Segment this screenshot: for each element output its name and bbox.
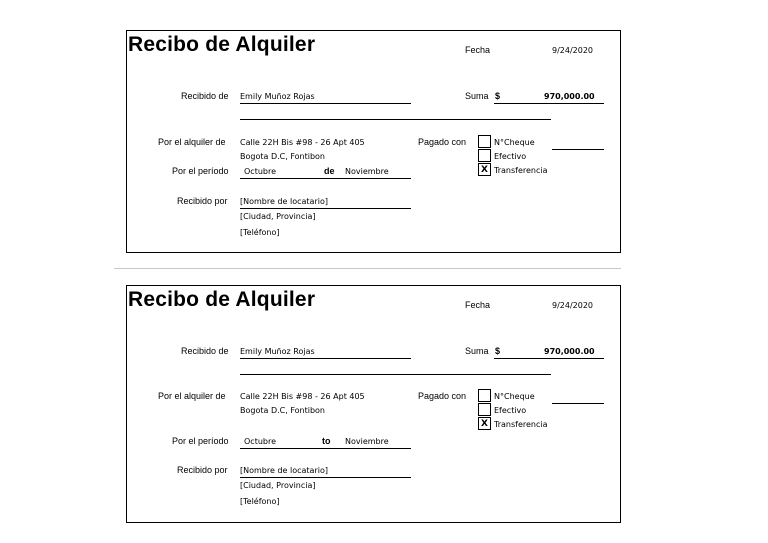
date-label: Fecha <box>465 45 491 55</box>
period-separator: de <box>324 166 335 176</box>
period-to: Noviembre <box>345 167 389 176</box>
received-from-value: Emily Muñoz Rojas <box>240 347 315 356</box>
rent-for-label: Por el alquiler de <box>158 137 226 147</box>
transfer-option-label: Transferencia <box>494 420 548 429</box>
received-from-label: Recibido de <box>181 346 229 356</box>
currency-symbol: $ <box>495 91 501 101</box>
paid-with-label: Pagado con <box>418 137 467 147</box>
cash-checkbox[interactable] <box>478 149 491 162</box>
cheque-checkbox[interactable] <box>478 135 491 148</box>
period-label: Por el período <box>172 436 229 446</box>
tenant-city: [Ciudad, Provincia] <box>240 481 316 490</box>
transfer-checkbox[interactable]: X <box>478 417 491 430</box>
received-by-underline <box>240 477 411 478</box>
received-from-underline <box>240 103 411 104</box>
date-value: 9/24/2020 <box>552 301 594 310</box>
date-value: 9/24/2020 <box>552 46 594 55</box>
period-underline <box>240 178 411 179</box>
tenant-phone: [Teléfono] <box>240 497 280 506</box>
cheque-option-label: N°Cheque <box>494 138 535 147</box>
period-from: Octubre <box>244 167 277 176</box>
tenant-phone: [Teléfono] <box>240 228 280 237</box>
amount-underline <box>494 358 604 359</box>
tenant-city: [Ciudad, Provincia] <box>240 212 316 221</box>
cash-checkbox[interactable] <box>478 403 491 416</box>
received-by-label: Recibido por <box>177 465 228 475</box>
tenant-name: [Nombre de locatario] <box>240 466 328 475</box>
amount-label: Suma <box>465 91 489 101</box>
transfer-option-label: Transferencia <box>494 166 548 175</box>
rent-receipt <box>126 285 621 523</box>
cash-option-label: Efectivo <box>494 406 527 415</box>
currency-symbol: $ <box>495 346 501 356</box>
amount-value: 970,000.00 <box>544 347 595 356</box>
cash-option-label: Efectivo <box>494 152 527 161</box>
address-line-2: Bogota D.C, Fontibon <box>240 406 325 415</box>
receipt-title: Recibo de Alquiler <box>128 288 316 311</box>
address-line-1: Calle 22H Bis #98 - 26 Apt 405 <box>240 138 365 147</box>
cheque-number-underline <box>552 403 604 404</box>
tenant-name: [Nombre de locatario] <box>240 197 328 206</box>
received-from-underline <box>240 358 411 359</box>
period-to: Noviembre <box>345 437 389 446</box>
cheque-checkbox[interactable] <box>478 389 491 402</box>
period-underline <box>240 448 411 449</box>
amount-underline <box>494 103 604 104</box>
rent-receipt <box>126 30 621 253</box>
paid-with-label: Pagado con <box>418 391 467 401</box>
period-label: Por el período <box>172 166 229 176</box>
received-from-value: Emily Muñoz Rojas <box>240 92 315 101</box>
period-separator: to <box>322 436 331 446</box>
cheque-number-underline <box>552 149 604 150</box>
received-from-label: Recibido de <box>181 91 229 101</box>
cheque-option-label: N°Cheque <box>494 392 535 401</box>
received-from-underline-2 <box>240 119 551 120</box>
amount-value: 970,000.00 <box>544 92 595 101</box>
address-line-1: Calle 22H Bis #98 - 26 Apt 405 <box>240 392 365 401</box>
amount-label: Suma <box>465 346 489 356</box>
received-from-underline-2 <box>240 374 551 375</box>
date-label: Fecha <box>465 300 491 310</box>
separator-line <box>114 268 621 269</box>
address-line-2: Bogota D.C, Fontibon <box>240 152 325 161</box>
receipt-title: Recibo de Alquiler <box>128 33 316 56</box>
received-by-label: Recibido por <box>177 196 228 206</box>
period-from: Octubre <box>244 437 277 446</box>
transfer-checkbox[interactable]: X <box>478 163 491 176</box>
rent-for-label: Por el alquiler de <box>158 391 226 401</box>
received-by-underline <box>240 208 411 209</box>
